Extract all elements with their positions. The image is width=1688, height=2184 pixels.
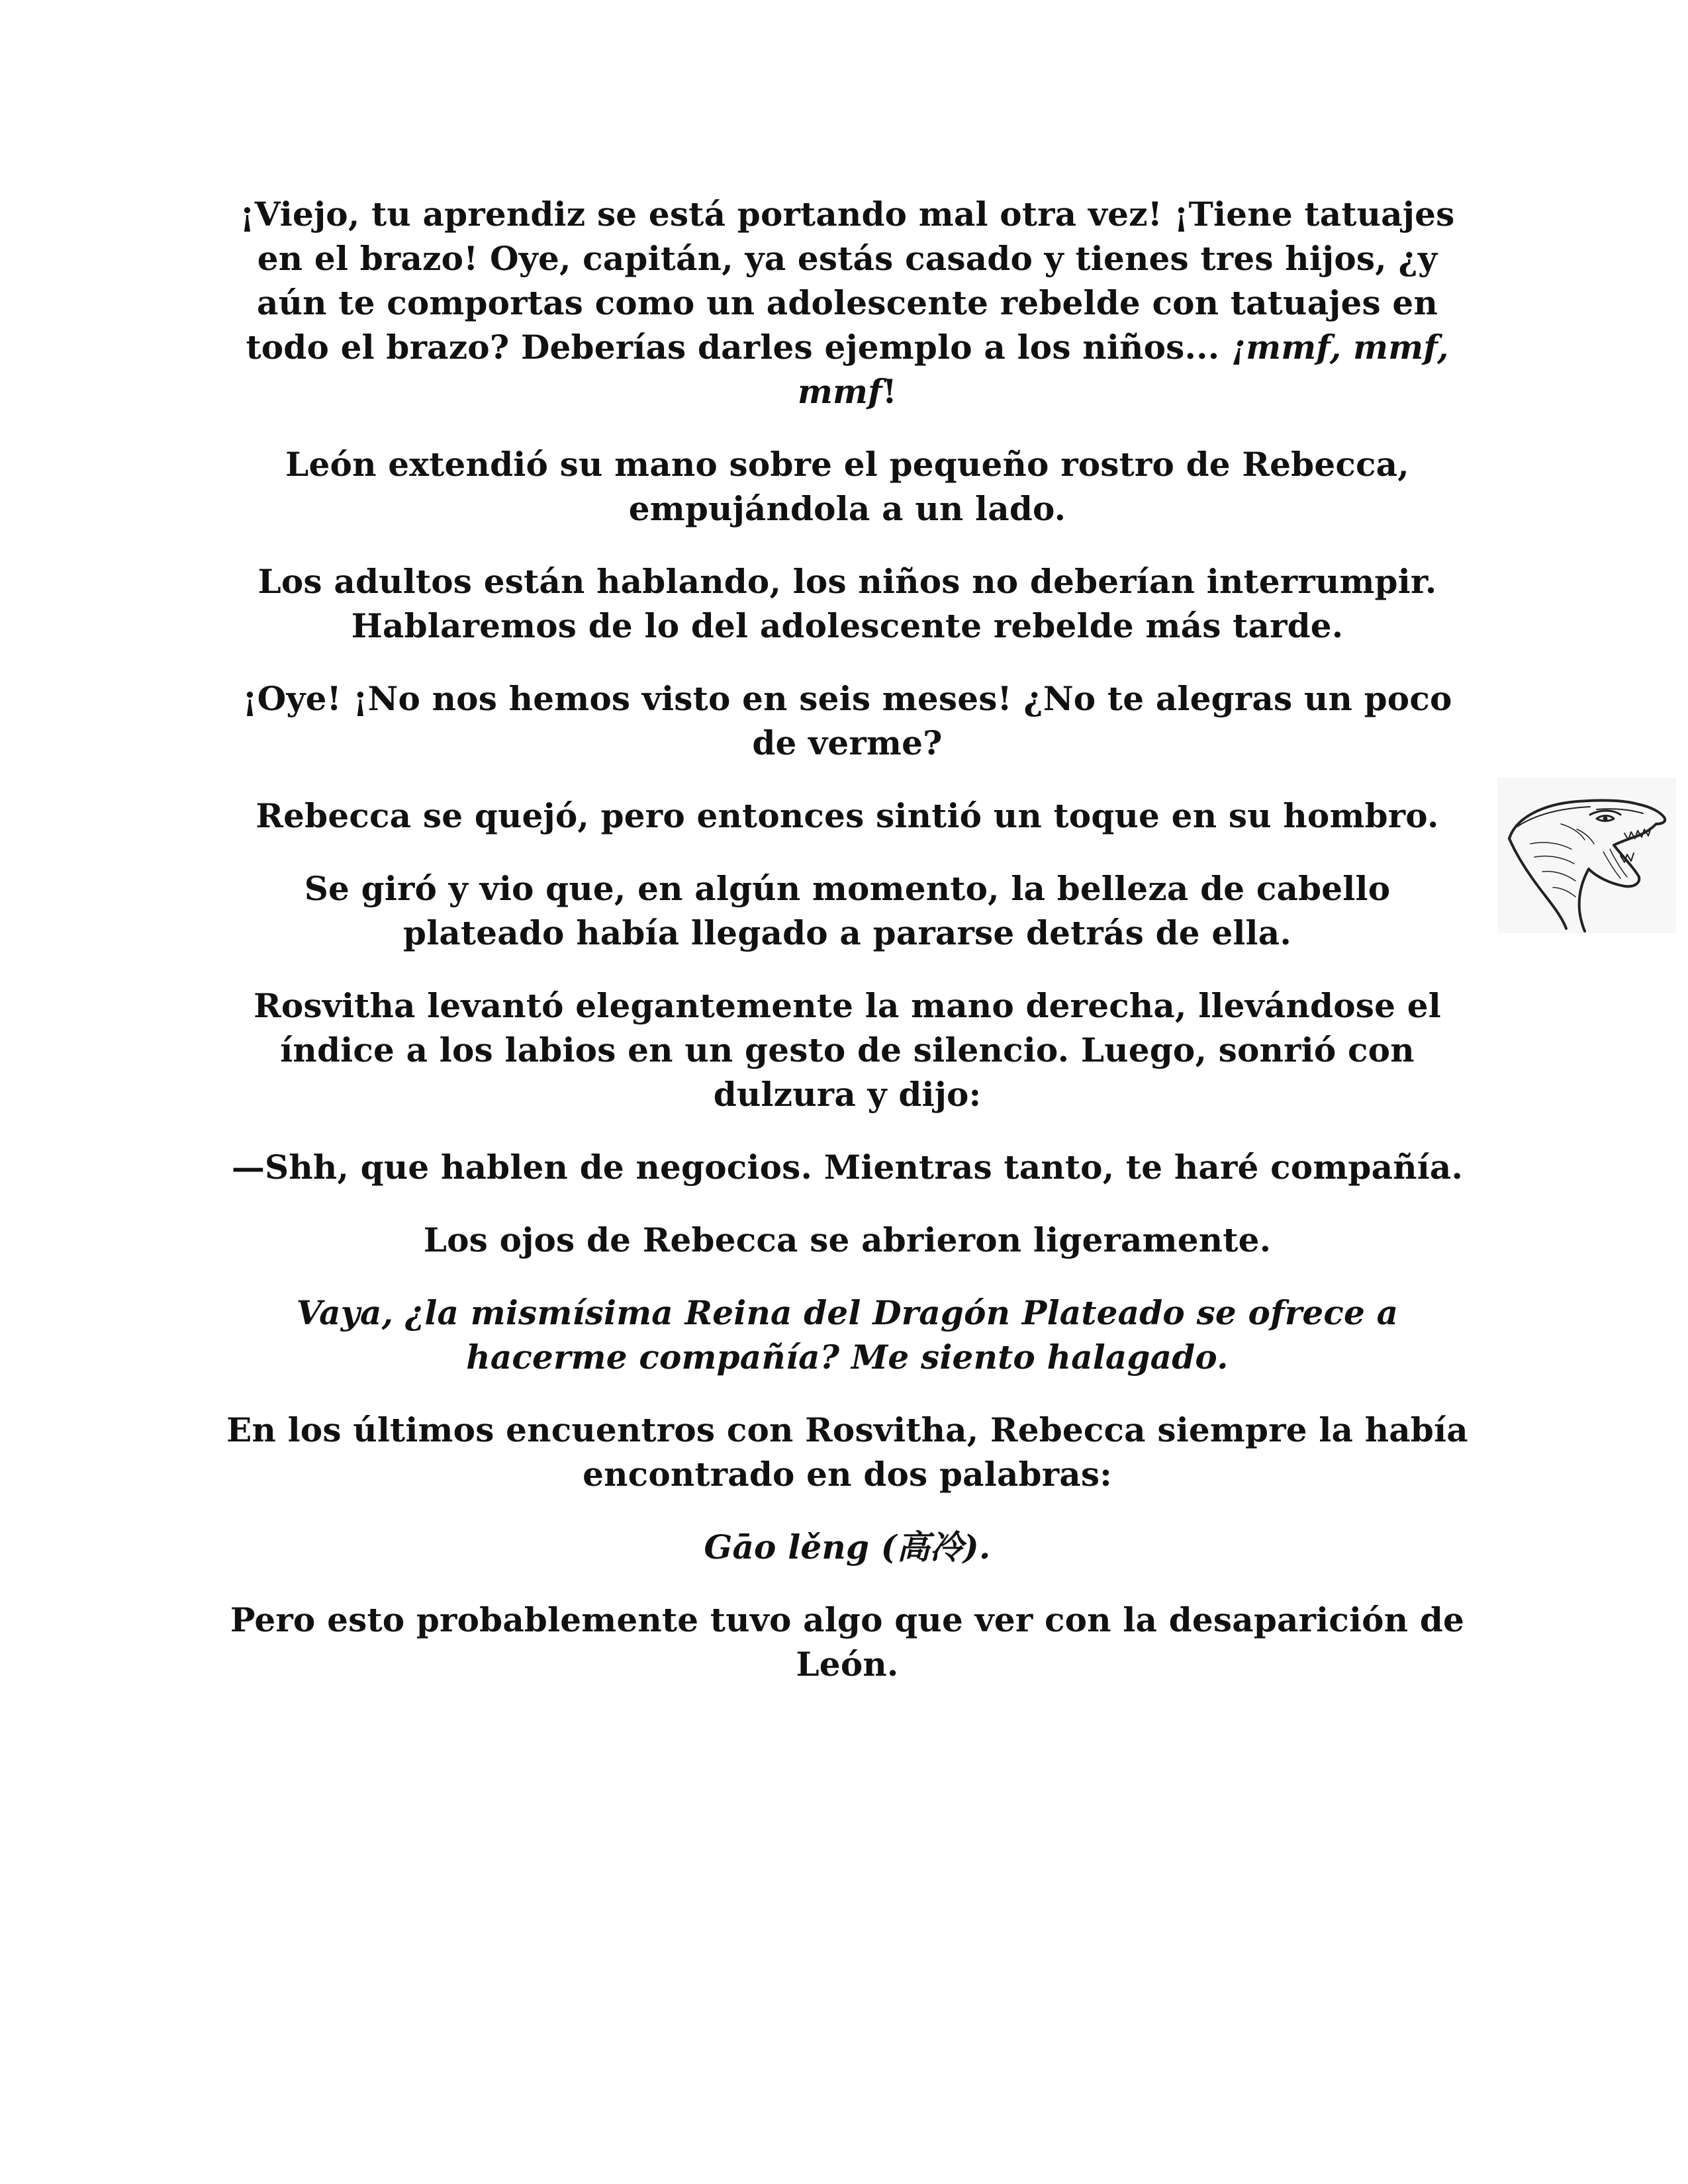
paragraph-1-text: ¡Viejo, tu aprendiz se está portando mal otra vez! ¡Tiene tatuajes en el brazo! Oye, capitán, ya estás casado y tienes tres hijos, ¿y aún te comportas como un adolescente rebelde con tatuajes en todo el brazo? Deberías darles ejemplo a los niños... — [240, 195, 1455, 367]
paragraph-13: Pero esto probablemente tuvo algo que ver con la desaparición de León. — [230, 1600, 1465, 1684]
paragraph-1-emphasis: ¡mmf, mmf, mmf — [797, 328, 1449, 411]
paragraph-8: —Shh, que hablen de negocios. Mientras tanto, te haré compañía. — [231, 1148, 1464, 1187]
document-body — [225, 192, 1470, 1686]
dinosaur-sketch-icon — [1497, 778, 1676, 933]
paragraph-1-end: ! — [882, 372, 898, 411]
paragraph-5: Rebecca se quejó, pero entonces sintió un toque en su hombro. — [256, 796, 1439, 835]
paragraph-9: Los ojos de Rebecca se abrieron ligeramente. — [423, 1220, 1272, 1259]
paragraph-3: Los adultos están hablando, los niños no deberían interrumpir. Hablaremos de lo del adolescente rebelde más tarde. — [258, 562, 1437, 645]
paragraph-2: León extendió su mano sobre el pequeño rostro de Rebecca, empujándola a un lado. — [285, 445, 1409, 528]
paragraph-7: Rosvitha levantó elegantemente la mano derecha, llevándose el índice a los labios en un gesto de silencio. Luego, sonrió con dulzura y dijo: — [254, 986, 1441, 1114]
paragraph-10-inner-thought: Vaya, ¿la mismísima Reina del Dragón Plateado se ofrece a hacerme compañía? Me siento halagado. — [296, 1293, 1399, 1377]
paragraph-12-term: Gāo lěng (高冷). — [704, 1527, 991, 1567]
paragraph-6: Se giró y vio que, en algún momento, la belleza de cabello plateado había llegado a pararse detrás de ella. — [304, 869, 1391, 952]
paragraph-4: ¡Oye! ¡No nos hemos visto en seis meses! ¿No te alegras un poco de verme? — [242, 679, 1452, 762]
paragraph-11: En los últimos encuentros con Rosvitha, Rebecca siempre la había encontrado en dos palabras: — [226, 1410, 1468, 1494]
paragraph-1 — [225, 192, 1470, 414]
